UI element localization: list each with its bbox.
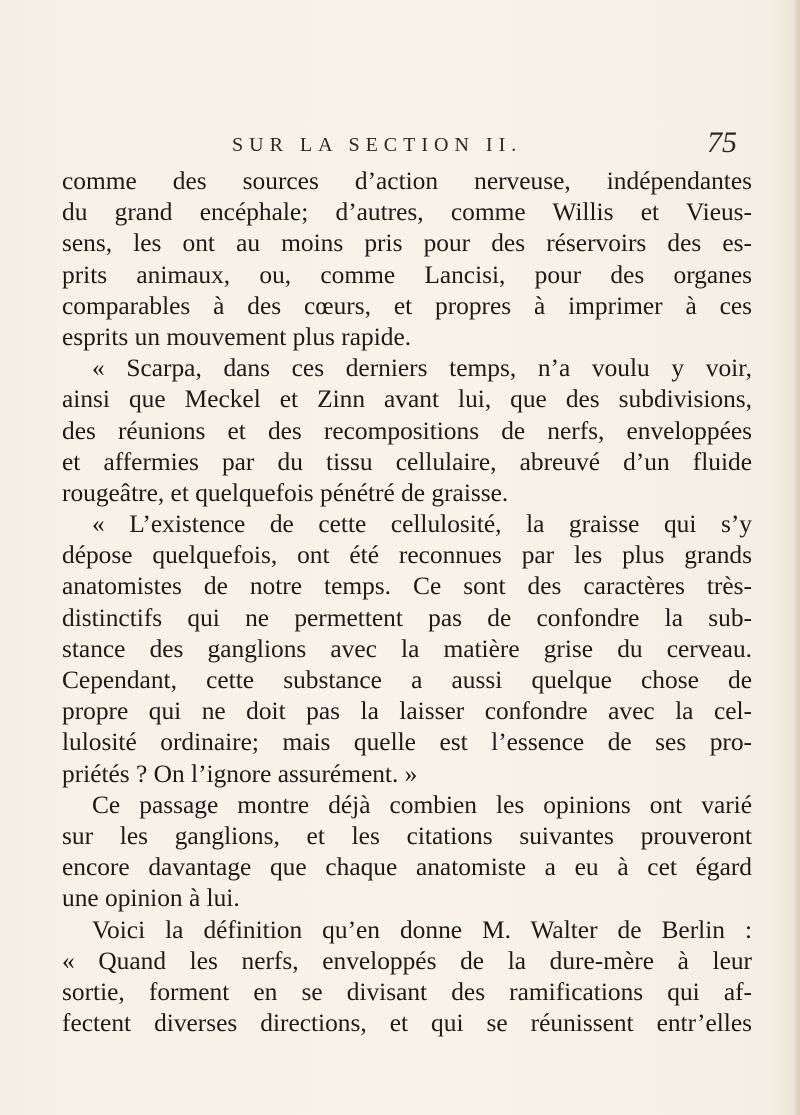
text-line: sortie, forment en se divisant des ramifications qui af- [62, 977, 752, 1006]
text-line: priétés ? On l’ignore assurément. » [62, 759, 418, 788]
text-line: anatomistes de notre temps. Ce sont des caractères très- [62, 572, 752, 601]
text-line: sur les ganglions, et les citations suivantes prouveront [62, 821, 752, 850]
text-line: dépose quelquefois, ont été reconnues par les plus grands [62, 541, 752, 570]
text-line: comme des sources d’action nerveuse, indépendantes [62, 167, 752, 195]
page-number: 75 [707, 126, 737, 159]
text-line: esprits un mouvement plus rapide. [62, 322, 412, 351]
text-line: une opinion à lui. [62, 884, 240, 913]
text-line: « Quand les nerfs, enveloppés de la dure-mère à leur [62, 946, 752, 975]
running-head: SUR LA SECTION II. [232, 134, 523, 156]
text-line: fectent diverses directions, et qui se réunissent entr’elles [62, 1009, 752, 1038]
page-edge-shadow [794, 0, 800, 1115]
text-line: distinctifs qui ne permettent pas de confondre la sub- [62, 603, 752, 632]
text-line: sens, les ont au moins pris pour des réservoirs des es- [62, 229, 752, 258]
text-line: et affermies par du tissu cellulaire, abreuvé d’un fluide [62, 447, 752, 476]
text-line: encore davantage que chaque anatomiste a eu à cet égard [62, 853, 752, 882]
text-line: stance des ganglions avec la matière grise du cerveau. [62, 634, 752, 663]
text-line: Voici la définition qu’en donne M. Walter de Berlin : [92, 915, 752, 944]
body-text [62, 166, 752, 1039]
text-line: des réunions et des recompositions de nerfs, enveloppées [62, 416, 752, 445]
text-line: lulosité ordinaire; mais quelle est l’essence de ses pro- [62, 728, 752, 757]
text-line: rougeâtre, et quelquefois pénétré de graisse. [62, 478, 509, 507]
text-line: du grand encéphale; d’autres, comme Willis et Vieus- [62, 198, 752, 227]
text-line: comparables à des cœurs, et propres à imprimer à ces [62, 291, 752, 320]
text-line: Ce passage montre déjà combien les opinions ont varié [92, 790, 752, 819]
text-line: prits animaux, ou, comme Lancisi, pour des organes [62, 260, 752, 289]
text-line: Cependant, cette substance a aussi quelque chose de [62, 666, 752, 694]
text-line: ainsi que Meckel et Zinn avant lui, que des subdivisions, [62, 385, 752, 414]
text-line: « L’existence de cette cellulosité, la graisse qui s’y [92, 510, 752, 539]
text-line: propre qui ne doit pas la laisser confondre avec la cel- [62, 697, 752, 726]
text-line: « Scarpa, dans ces derniers temps, n’a voulu y voir, [92, 354, 752, 383]
